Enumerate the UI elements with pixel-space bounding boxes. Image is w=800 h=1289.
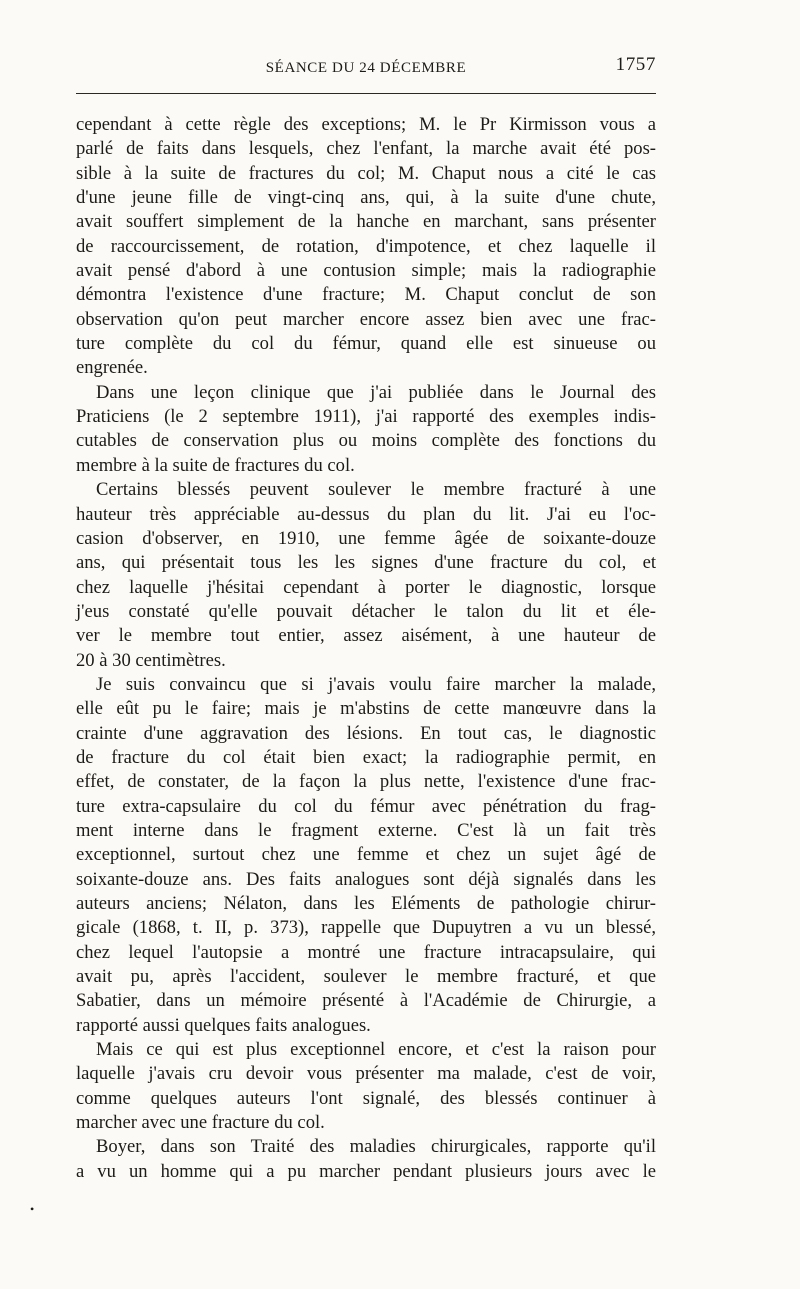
text-line: Mais ce qui est plus exceptionnel encore, et c'est la raison pour	[96, 1039, 656, 1061]
text-line: avait pu, après l'accident, soulever le membre fracturé, et que	[76, 966, 656, 988]
text-line: démontra l'existence d'une fracture; M. Chaput conclut de son	[76, 284, 656, 306]
text-line: j'eus constaté qu'elle pouvait détacher le talon du lit et éle-	[76, 600, 656, 622]
text-line: cependant à cette règle des exceptions; M. le Pr Kirmisson vous a	[76, 114, 656, 135]
text-line: casion d'observer, en 1910, une femme âgée de soixante-douze	[76, 527, 656, 549]
text-line: crainte d'une aggravation des lésions. En tout cas, le diagnostic	[76, 722, 656, 744]
text-line: gicale (1868, t. II, p. 373), rappelle que Dupuytren a vu un blessé,	[76, 917, 656, 939]
text-line: 20 à 30 centimètres.	[76, 649, 226, 671]
text-line: comme quelques auteurs l'ont signalé, des blessés continuer à	[76, 1087, 656, 1109]
text-line: ans, qui présentait tous les les signes d'une fracture du col, et	[76, 552, 656, 574]
text-line: effet, de constater, de la façon la plus nette, l'existence d'une frac-	[76, 771, 656, 793]
text-line: de fracture du col était bien exact; la radiographie permit, en	[76, 746, 656, 768]
text-line: a vu un homme qui a pu marcher pendant plusieurs jours avec le	[76, 1160, 656, 1182]
text-line: ment interne dans le fragment externe. C'est là un fait très	[76, 819, 656, 841]
text-line: ture complète du col du fémur, quand elle est sinueuse ou	[76, 333, 656, 355]
running-header	[76, 52, 656, 78]
text-line: chez lequel l'autopsie a montré une fracture intracapsulaire, qui	[76, 941, 656, 963]
text-line: soixante-douze ans. Des faits analogues sont déjà signalés dans les	[76, 868, 656, 890]
text-line: parlé de faits dans lesquels, chez l'enfant, la marche avait été pos-	[76, 138, 656, 160]
body-text	[76, 113, 656, 1184]
text-line: Boyer, dans son Traité des maladies chirurgicales, rapporte qu'il	[96, 1136, 656, 1158]
text-line: laquelle j'avais cru devoir vous présenter ma malade, c'est de voir,	[76, 1063, 656, 1085]
text-line: marcher avec une fracture du col.	[76, 1112, 325, 1134]
text-line: cutables de conservation plus ou moins complète des fonctions du	[76, 430, 656, 452]
text-line: Praticiens (le 2 septembre 1911), j'ai rapporté des exemples indis-	[76, 406, 656, 428]
text-line: auteurs anciens; Nélaton, dans les Eléments de pathologie chirur-	[76, 893, 656, 914]
text-line: Je suis convaincu que si j'avais voulu faire marcher la malade,	[96, 673, 656, 695]
text-line: avait souffert simplement de la hanche en marchant, sans présenter	[76, 211, 656, 233]
text-line: ver le membre tout entier, assez aisément, à une hauteur de	[76, 625, 656, 647]
text-line: d'une jeune fille de vingt-cinq ans, qui, à la suite d'une chute,	[76, 187, 656, 209]
text-line: observation qu'on peut marcher encore assez bien avec une frac-	[76, 308, 656, 330]
page-number: 1757	[615, 54, 656, 75]
text-line: Certains blessés peuvent soulever le membre fracturé à une	[96, 479, 656, 501]
text-line: Dans une leçon clinique que j'ai publiée dans le Journal des	[96, 381, 656, 403]
text-line: exceptionnel, surtout chez une femme et chez un sujet âgé de	[76, 844, 656, 866]
text-line: ture extra-capsulaire du col du fémur avec pénétration du frag-	[76, 795, 656, 817]
running-title: SÉANCE DU 24 DÉCEMBRE	[265, 60, 467, 76]
stray-mark: •	[30, 1202, 35, 1216]
text-line: avait pensé d'abord à une contusion simple; mais la radiographie	[76, 260, 656, 282]
text-line: chez laquelle j'hésitai cependant à porter le diagnostic, lorsque	[76, 576, 656, 598]
text-line: hauteur très appréciable au-dessus du plan du lit. J'ai eu l'oc-	[76, 503, 656, 525]
text-line: Sabatier, dans un mémoire présenté à l'Académie de Chirurgie, a	[76, 990, 656, 1012]
text-line: engrenée.	[76, 357, 148, 379]
header-rule	[76, 93, 656, 94]
text-line: elle eût pu le faire; mais je m'abstins de cette manœuvre dans la	[76, 698, 656, 720]
text-line: sible à la suite de fractures du col; M. Chaput nous a cité le cas	[76, 162, 656, 184]
text-line: rapporté aussi quelques faits analogues.	[76, 1014, 371, 1036]
text-line: de raccourcissement, de rotation, d'impotence, et chez laquelle il	[76, 235, 656, 257]
text-line: membre à la suite de fractures du col.	[76, 454, 355, 476]
